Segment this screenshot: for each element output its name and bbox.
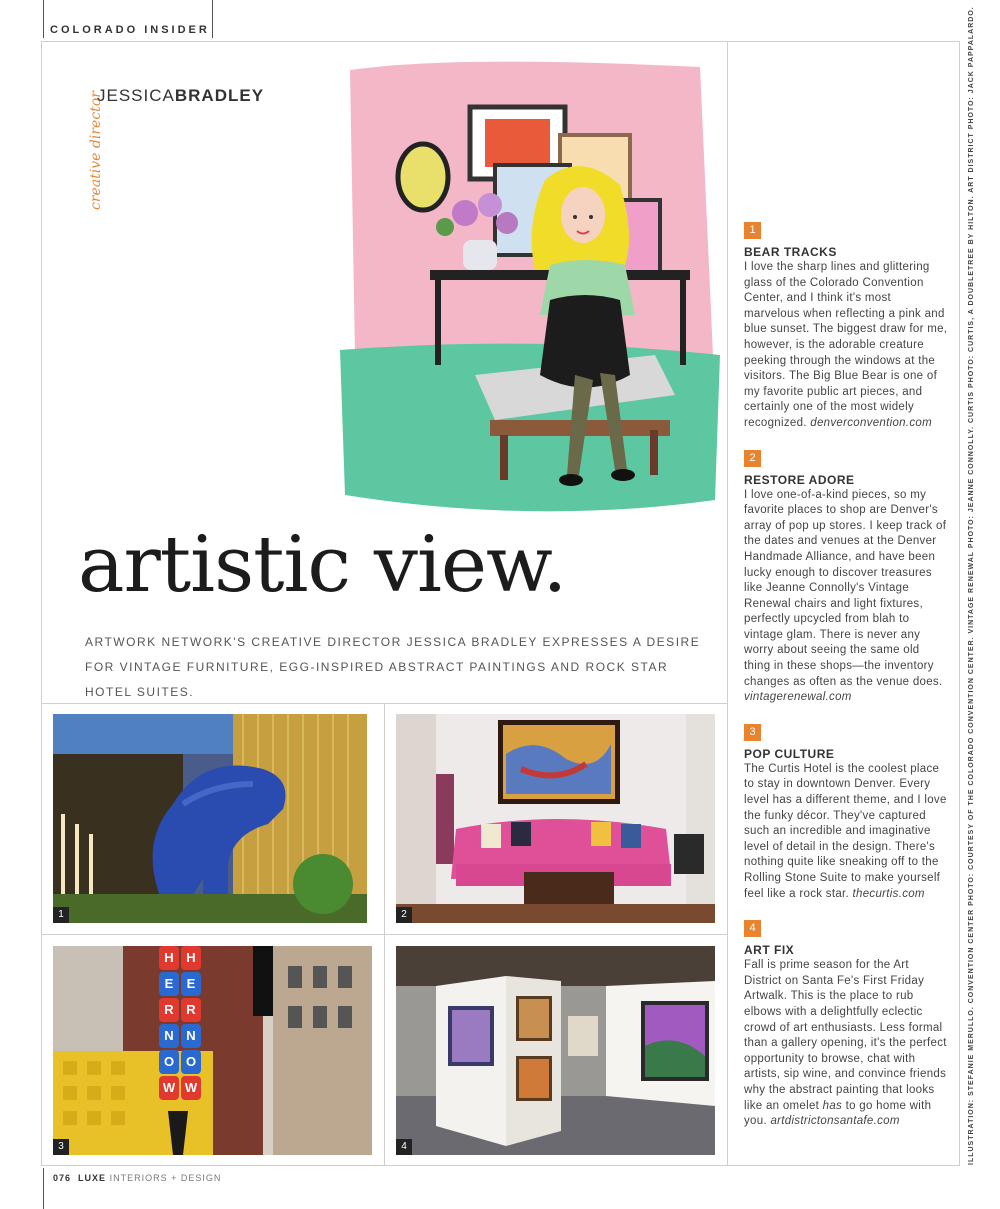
tip-title: POP CULTURE (744, 746, 835, 761)
tip-title: RESTORE ADORE (744, 472, 855, 487)
sign-letter: W (159, 1076, 179, 1100)
tip-4 (744, 918, 949, 1130)
tip-3 (744, 722, 949, 902)
tip-2 (744, 448, 949, 706)
sign-letter: O (159, 1050, 179, 1074)
sign-letter: W (181, 1076, 201, 1100)
photo-number: 1 (53, 907, 69, 923)
photo-blue-bear (53, 714, 367, 923)
tip-number: 3 (744, 724, 761, 741)
author-name: JESSICABRADLEY (97, 86, 265, 105)
column-divider (727, 41, 728, 1166)
sign-letter: O (181, 1050, 201, 1074)
footer: 076 LUXE INTERIORS + DESIGN (53, 1173, 222, 1183)
header-rule-right (212, 0, 213, 38)
sign-letter: R (159, 998, 179, 1022)
sign-letter: E (159, 972, 179, 996)
tip-link[interactable]: thecurtis.com (852, 887, 925, 900)
tip-body: I love the sharp lines and glittering glass of the Colorado Convention Center, and I think it's most marvelous when reflecting a pink and blue sunset. The biggest draw for me, however, is the adorable creature peeking through the windows at the visitors. The Big Blue Bear is one of my favorite public art pieces, and certainly one of the most widely recognized. denverconvention.com (744, 261, 948, 429)
sidebar-tips (744, 220, 949, 1146)
tip-link[interactable]: artdistrictonsantafe.com (770, 1115, 900, 1128)
tip-link[interactable]: denverconvention.com (810, 416, 932, 429)
tip-1 (744, 220, 949, 432)
photo-credits: ILLUSTRATION: STEFANIE MERULLO. CONVENTION CENTER PHOTO: COURTESY OF THE COLORADO CONVENTION CENTER. VINTAGE RENEWAL PHOTO: JEANNE CONNOLLY. CURTIS PHOTO: CURTIS, A DOUBLETREE BY HILTON. ART DISTRICT PHOTO: JACK PAPPALARDO. (968, 6, 975, 1165)
curtis-sign-letters (159, 946, 207, 1100)
sign-letter: H (181, 946, 201, 970)
tip-title: BEAR TRACKS (744, 245, 837, 259)
tip-number: 4 (744, 920, 761, 937)
tip-body: Fall is prime season for the Art District on Santa Fe's First Friday Artwalk. This is the place to rub elbows with a delightfully eclectic crowd of art enthusiasts. Less formal than a gallery opening, it's the perfect opportunity to browse, chat with artists, sip wine, and convince friends why the abstract painting that looks like an omelet has to go home with you. artdistrictonsantafe.com (744, 959, 947, 1128)
author-role: creative director (88, 91, 104, 210)
photo-grid-vertical-divider (384, 703, 385, 1166)
tip-number: 2 (744, 450, 761, 467)
sign-letter: N (159, 1024, 179, 1048)
sign-letter: H (159, 946, 179, 970)
photo-number: 2 (396, 907, 412, 923)
section-label: COLORADO INSIDER (50, 24, 210, 36)
watercolor-illustration (335, 55, 725, 515)
deck: ARTWORK NETWORK'S CREATIVE DIRECTOR JESSICA BRADLEY EXPRESSES A DESIRE FOR VINTAGE FURNITURE, EGG-INSPIRED ABSTRACT PAINTINGS AND ROCK STAR HOTEL SUITES. (85, 635, 701, 699)
tip-number: 1 (744, 222, 761, 239)
photo-number: 4 (396, 1139, 412, 1155)
photo-curtis-hotel (53, 946, 372, 1155)
tip-body: I love one-of-a-kind pieces, so my favorite places to shop are Denver's array of pop up stores. I keep track of the dates and venues at the Denver Handmade Alliance, and have been lucky enough to discover treasures like Jeanne Connolly's Vintage Renewal chairs and light fixtures, perfectly upcycled from blah to vintage glam. There is never any worry about seeing the same old thing in these shops—the inventory changes as often as the venue does. vintagerenewal.com (744, 488, 947, 704)
photo-vintage-sofa (396, 714, 715, 923)
tip-link[interactable]: vintagerenewal.com (744, 691, 852, 704)
headline: artistic view. (78, 520, 567, 610)
tip-title: ART FIX (744, 943, 795, 958)
photo-art-gallery (396, 946, 715, 1155)
tip-body: The Curtis Hotel is the coolest place to stay in downtown Denver. Every level has a different theme, and I love the funky décor. They've captured such an incredible and imaginative level of detail in the design. There's nothing quite like sneaking off to the Rolling Stone Suite to make yourself feel like a rock star. thecurtis.com (744, 762, 947, 900)
sign-letter: E (181, 972, 201, 996)
sign-letter: N (181, 1024, 201, 1048)
footer-rule (43, 1168, 44, 1209)
sign-letter: R (181, 998, 201, 1022)
photo-number: 3 (53, 1139, 69, 1155)
header-rule-left (43, 0, 44, 38)
